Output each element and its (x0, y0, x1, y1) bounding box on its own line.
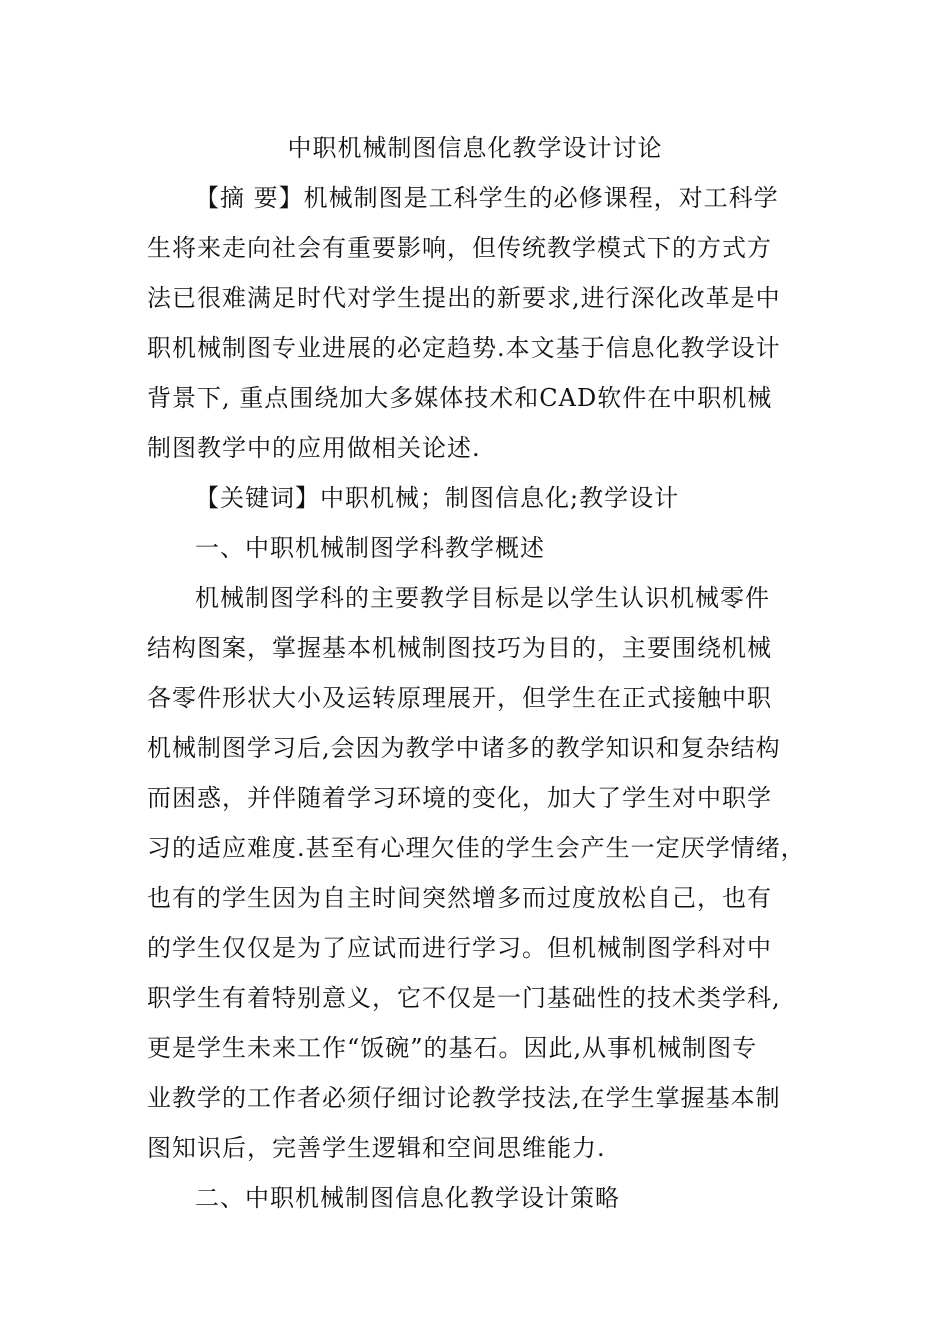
body-line: 而困惑，并伴随着学习环境的变化，加大了学生对中职学 (147, 784, 772, 812)
body-line: 更是学生未来工作“饭碗”的基石。因此,从事机械制图专 (147, 1034, 758, 1062)
body-line: 也有的学生因为自主时间突然增多而过度放松自己，也有 (147, 884, 772, 912)
body-line: 图知识后，完善学生逻辑和空间思维能力. (147, 1134, 606, 1162)
section-heading: 一、中职机械制图学科教学概述 (195, 534, 545, 562)
body-line: 机械制图学科的主要教学目标是以学生认识机械零件 (195, 584, 770, 612)
abstract-line: 生将来走向社会有重要影响，但传统教学模式下的方式方 (147, 234, 772, 262)
section-heading: 二、中职机械制图信息化教学设计策略 (195, 1184, 620, 1212)
body-line: 机械制图学习后,会因为教学中诸多的教学知识和复杂结构 (147, 734, 781, 762)
abstract-line: 制图教学中的应用做相关论述. (147, 434, 481, 462)
abstract-line: 背景下, 重点围绕加大多媒体技术和CAD软件在中职机械 (147, 384, 773, 412)
body-line: 结构图案，掌握基本机械制图技巧为目的，主要围绕机械 (147, 634, 772, 662)
keywords-line: 【关键词】中职机械；制图信息化;教学设计 (195, 484, 680, 512)
body-line: 各零件形状大小及运转原理展开，但学生在正式接触中职 (147, 684, 772, 712)
document-title: 中职机械制图信息化教学设计讨论 (287, 134, 663, 162)
body-line: 习的适应难度.甚至有心理欠佳的学生会产生一定厌学情绪， (147, 834, 806, 862)
body-line: 的学生仅仅是为了应试而进行学习。但机械制图学科对中 (147, 934, 772, 962)
body-line: 职学生有着特别意义，它不仅是一门基础性的技术类学科, (147, 984, 781, 1012)
body-line: 业教学的工作者必须仔细讨论教学技法,在学生掌握基本制 (147, 1084, 781, 1112)
abstract-line: 职机械制图专业进展的必定趋势.本文基于信息化教学设计 (147, 334, 781, 362)
abstract-line: 【摘 要】机械制图是工科学生的必修课程，对工科学 (195, 184, 779, 212)
abstract-line: 法已很难满足时代对学生提出的新要求,进行深化改革是中 (147, 284, 781, 312)
